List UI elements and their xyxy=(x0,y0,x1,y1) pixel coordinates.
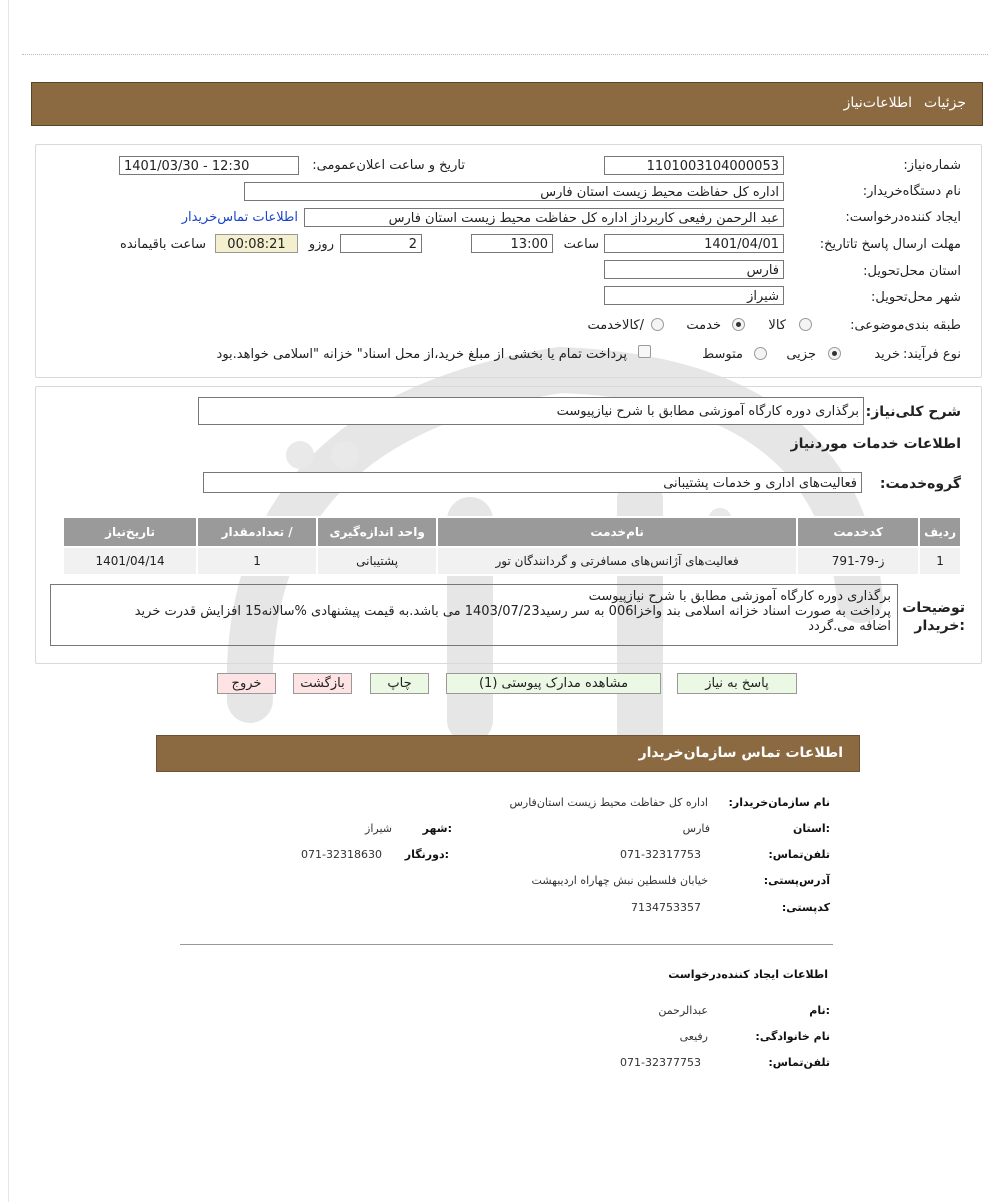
org-city-label: :شهر xyxy=(422,822,452,835)
size-small-label: جزیی xyxy=(786,347,816,362)
province-field[interactable]: فارس xyxy=(604,260,784,279)
buyer-notes-line-3: اضافه می.گردد xyxy=(808,619,891,634)
buyer-org-field[interactable]: اداره کل حفاظت محیط زیست استان فارس xyxy=(244,182,784,201)
category-goods-radio[interactable] xyxy=(799,318,812,331)
buyer-notes-box[interactable] xyxy=(50,584,898,646)
col-quantity-header: / تعدادمقدار xyxy=(197,517,317,547)
process-type-label: نوع فرآیند: xyxy=(903,347,961,362)
need-info-panel xyxy=(35,144,982,378)
services-info-title: اطلاعات خدمات موردنیاز xyxy=(790,436,961,452)
org-postal-value: 7134753357 xyxy=(631,901,701,914)
province-label: استان محل‌تحویل: xyxy=(863,264,961,279)
exit-button[interactable]: خروج xyxy=(217,673,276,694)
page-left-border xyxy=(8,0,9,1202)
announce-date-field[interactable]: 1401/03/30 - 12:30 xyxy=(119,156,299,175)
category-goods-label: کالا xyxy=(768,318,786,333)
col-date-header: تاریخ‌نیاز xyxy=(63,517,197,547)
org-fax-label: :دورنگار xyxy=(404,848,449,861)
tab-details[interactable]: جزئیات xyxy=(924,95,966,111)
tab-need-info[interactable]: اطلاعات‌نیاز xyxy=(843,95,912,111)
requester-name-label: :نام xyxy=(809,1004,830,1017)
deadline-label: مهلت ارسال پاسخ تا‌تاریخ: xyxy=(819,237,961,252)
org-name-value: اداره کل حفاظت محیط زیست استان‌فارس xyxy=(509,796,708,809)
creator-label: ایجاد کننده‌درخواست: xyxy=(845,210,961,225)
city-field[interactable]: شیراز xyxy=(604,286,784,305)
deadline-time-field[interactable]: 13:00 xyxy=(471,234,553,253)
size-medium-label: متوسط xyxy=(702,347,743,362)
deadline-date-field[interactable]: 1401/04/01 xyxy=(604,234,784,253)
org-phone-label: تلفن‌تماس: xyxy=(768,848,830,861)
buyer-notes-label-1: توضیحات xyxy=(902,600,965,616)
remaining-time-label: ساعت باقیمانده xyxy=(120,237,206,252)
payment-treasury-checkbox[interactable] xyxy=(638,345,651,358)
org-address-label: آدرس‌پستی: xyxy=(763,874,830,887)
requester-phone-label: تلفن‌تماس: xyxy=(768,1056,830,1069)
requester-info-title: اطلاعات ایجاد کننده‌درخواست xyxy=(668,968,828,981)
services-table xyxy=(62,516,962,576)
col-code-header: کدخدمت xyxy=(797,517,919,547)
category-label: طبقه بندی‌موضوعی: xyxy=(850,318,961,333)
buyer-notes-line-2: پرداخت به صورت اسناد خزانه اسلامی بند واخزا006 به سر رسید1403/07/23 می باشد.به قیمت پیشنهادی %سالانه15 افزایش قدرت خرید xyxy=(134,604,891,619)
back-button[interactable]: بازگشت xyxy=(293,673,352,694)
general-description-field[interactable]: برگذاری دوره کارگاه آموزشی مطابق با شرح نیازپیوست xyxy=(198,397,864,425)
col-unit-header: واحد اندازه‌گیری xyxy=(317,517,437,547)
table-row[interactable] xyxy=(63,547,961,575)
cell-row: 1 xyxy=(919,547,961,575)
requester-family-label: نام خانوادگی: xyxy=(755,1030,830,1043)
org-address-value: خیابان فلسطین نبش چهاراه اردیبهشت xyxy=(531,874,708,887)
reply-button[interactable]: پاسخ به نیاز xyxy=(677,673,797,694)
org-province-value: فارس xyxy=(682,822,710,835)
category-both-radio[interactable] xyxy=(651,318,664,331)
need-number-field[interactable]: 1101003104000053 xyxy=(604,156,784,175)
days-label: روزو xyxy=(308,237,334,252)
attachments-button[interactable]: مشاهده مدارک پیوستی (1) xyxy=(446,673,661,694)
buyer-org-label: نام دستگاه‌خریدار: xyxy=(862,184,961,199)
col-row-header: ردیف xyxy=(919,517,961,547)
org-province-label: :استان xyxy=(793,822,830,835)
org-city-value: شیراز xyxy=(365,822,392,835)
category-service-label: خدمت xyxy=(686,318,721,333)
category-service-radio[interactable] xyxy=(732,318,745,331)
size-small-radio[interactable] xyxy=(828,347,841,360)
buyer-notes-line-1: برگذاری دوره کارگاه آموزشی مطابق با شرح نیازپیوست xyxy=(588,589,891,604)
general-description-label: شرح کلی‌نیاز: xyxy=(865,404,961,420)
requester-phone-value: 071-32377753 xyxy=(620,1056,701,1069)
col-service-name-header: نام‌خدمت xyxy=(437,517,797,547)
cell-date: 1401/04/14 xyxy=(63,547,197,575)
requester-name-value: عبدالرحمن xyxy=(658,1004,708,1017)
service-group-field[interactable]: فعالیت‌های اداری و خدمات پشتیبانی xyxy=(203,472,862,493)
page-header-bar xyxy=(31,82,983,126)
city-label: شهر محل‌تحویل: xyxy=(871,290,961,305)
buyer-notes-label-2: :خریدار xyxy=(914,618,965,634)
need-number-label: شماره‌نیاز: xyxy=(903,158,961,173)
print-button[interactable]: چاپ xyxy=(370,673,429,694)
cell-service-name: فعالیت‌های آژانس‌های مسافرتی و گردانندگان تور xyxy=(437,547,797,575)
top-dotted-divider xyxy=(22,54,988,55)
cell-unit: پشتیبانی xyxy=(317,547,437,575)
requester-family-value: رفیعی xyxy=(679,1030,708,1043)
org-phone-value: 071-32317753 xyxy=(620,848,701,861)
buyer-contact-link[interactable]: اطلاعات تماس‌خریدار xyxy=(181,210,298,225)
org-contact-title: اطلاعات تماس سازمان‌خریدار xyxy=(638,745,843,761)
category-both-label: /کالاخدمت xyxy=(587,318,644,333)
remaining-time-display: 00:08:21 xyxy=(215,234,298,253)
announce-date-label: تاریخ و ساعت اعلان‌عمومی: xyxy=(312,158,465,173)
service-group-label: گروه‌خدمت: xyxy=(879,476,961,492)
section-divider xyxy=(180,944,833,945)
cell-code: ز-79-791 xyxy=(797,547,919,575)
size-medium-radio[interactable] xyxy=(754,347,767,360)
table-header-row xyxy=(63,517,961,547)
creator-field[interactable]: عبد الرحمن رفیعی کاربرداز اداره کل حفاظت محیط زیست استان فارس xyxy=(304,208,784,227)
process-type-value: خرید xyxy=(874,347,900,362)
org-name-label: نام سازمان‌خریدار: xyxy=(728,796,830,809)
org-contact-header xyxy=(156,735,860,772)
org-fax-value: 071-32318630 xyxy=(301,848,382,861)
days-field[interactable]: 2 xyxy=(340,234,422,253)
payment-treasury-label: پرداخت تمام یا بخشی از مبلغ خرید،از محل اسناد" خزانه "اسلامی خواهد.بود xyxy=(216,347,627,362)
org-postal-label: کد‌پستی: xyxy=(781,901,830,914)
cell-quantity: 1 xyxy=(197,547,317,575)
deadline-time-label: ساعت xyxy=(563,237,599,252)
